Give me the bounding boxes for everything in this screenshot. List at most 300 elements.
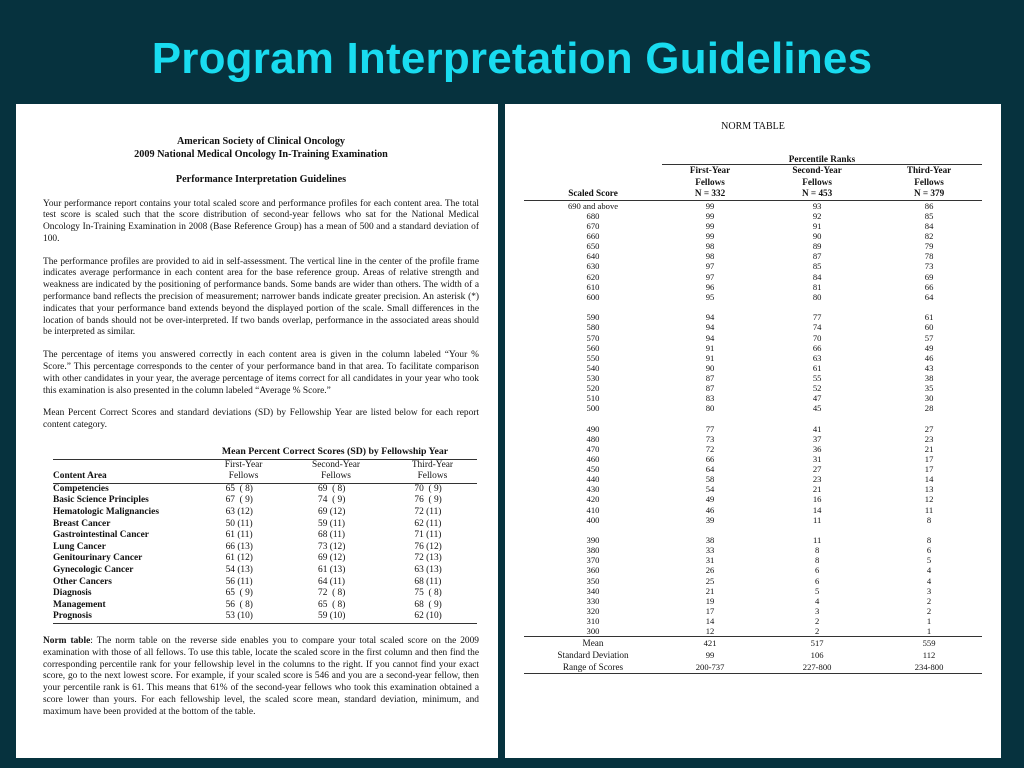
- mean-score-value: 59 (11): [318, 518, 346, 529]
- percentile-cell: 21: [812, 484, 822, 495]
- mean-score-value: 62 (11): [414, 518, 442, 529]
- col-header-fellows: Fellows: [284, 471, 388, 483]
- scaled-score-cell: 440: [586, 474, 600, 485]
- mean-score-value: 66 (13): [225, 541, 253, 552]
- table-row: [53, 588, 477, 600]
- percentile-cell: 46: [705, 504, 715, 515]
- percentile-cell: 66: [812, 342, 822, 353]
- mean-score-cell: [388, 600, 477, 612]
- scaled-score-cell: 510: [586, 393, 600, 404]
- mean-score-value: 68 (11): [318, 530, 346, 541]
- table-row: [524, 454, 982, 464]
- content-area-label: Hematologic Malignancies: [53, 507, 159, 518]
- percentile-cell: 30: [924, 393, 934, 404]
- percentile-cell: 8: [926, 535, 932, 546]
- table-row: [524, 200, 982, 211]
- scaled-score-cell: 500: [586, 403, 600, 414]
- percentile-cell: 2: [814, 615, 820, 626]
- table-row: [53, 530, 477, 542]
- percentile-cell: 64: [705, 464, 715, 475]
- percentile-cell: 61: [812, 362, 822, 373]
- content-area-label: Genitourinary Cancer: [53, 553, 143, 564]
- percentile-cell: 73: [705, 433, 715, 444]
- mean-score-cell: [203, 530, 284, 542]
- table-row: [53, 565, 477, 577]
- table-row: [524, 616, 982, 626]
- mean-score-cell: [284, 565, 388, 577]
- mean-score-value: 76 (12): [414, 541, 442, 552]
- percentile-cell: 91: [812, 221, 822, 232]
- scaled-score-cell: 590: [586, 312, 600, 323]
- scaled-score-cell: 390: [586, 535, 600, 546]
- percentile-cell: 79: [924, 241, 934, 252]
- percentile-cell: 96: [705, 281, 715, 292]
- mean-score-value: 56 (11): [225, 576, 253, 587]
- col-header-first-year: First-Year: [224, 459, 263, 470]
- norm-note-label: Norm table: [43, 635, 91, 646]
- table-row: [53, 577, 477, 589]
- mean-score-cell: [284, 553, 388, 565]
- stat-value: 517: [758, 637, 876, 650]
- percentile-cell: 47: [812, 393, 822, 404]
- group-spacer: [524, 302, 982, 313]
- scaled-score-cell: 480: [586, 433, 600, 444]
- percentile-cell: 3: [926, 585, 932, 596]
- table-row: [524, 545, 982, 555]
- percentile-cell: 12: [705, 626, 715, 637]
- table-row: [524, 383, 982, 393]
- table-row: [524, 464, 982, 474]
- norm-col-n: N = 379: [876, 188, 982, 200]
- table-row: [524, 555, 982, 565]
- percentile-cell: 82: [924, 231, 934, 242]
- percentile-cell: 12: [924, 494, 934, 505]
- scaled-score-cell: 690 and above: [567, 200, 619, 211]
- table-row: [53, 600, 477, 612]
- mean-score-cell: [388, 519, 477, 531]
- percentile-cell: 49: [924, 342, 934, 353]
- scaled-score-cell: 300: [586, 626, 600, 637]
- percentile-cell: 92: [812, 210, 822, 221]
- norm-col-second-year: Second-Year: [792, 165, 842, 176]
- scaled-score-cell: 550: [586, 352, 600, 363]
- percentile-cell: 37: [812, 433, 822, 444]
- percentile-cell: 90: [812, 231, 822, 242]
- mean-score-cell: [203, 577, 284, 589]
- stat-value: 227-800: [758, 661, 876, 674]
- mean-score-cell: [203, 495, 284, 507]
- percentile-cell: 81: [812, 281, 822, 292]
- percentile-cell: 2: [926, 605, 932, 616]
- stat-label: Standard Deviation: [557, 650, 629, 661]
- percentile-cell: 14: [705, 615, 715, 626]
- mean-score-cell: [388, 507, 477, 519]
- percentile-cell: 5: [814, 585, 820, 596]
- percentile-cell: 11: [812, 535, 822, 546]
- percentile-cell: 46: [924, 352, 934, 363]
- percentile-cell: 4: [814, 595, 820, 606]
- percentile-cell: 99: [705, 200, 715, 211]
- mean-score-value: 64 (11): [318, 576, 346, 587]
- scaled-score-cell: 400: [586, 514, 600, 525]
- mean-score-value: 65 ( 9): [225, 588, 253, 599]
- table-row: [524, 322, 982, 332]
- percentile-cell: 60: [924, 322, 934, 333]
- scaled-score-cell: 410: [586, 504, 600, 515]
- percentile-cell: 95: [705, 291, 715, 302]
- percentile-cell: 13: [924, 484, 934, 495]
- percentile-cell: 93: [812, 200, 822, 211]
- percentile-cell: 17: [705, 605, 715, 616]
- stat-row: [524, 661, 982, 674]
- percentile-cell: 14: [812, 504, 822, 515]
- table-row: [524, 211, 982, 221]
- content-area-label: Diagnosis: [53, 588, 92, 599]
- content-area-label: Lung Cancer: [53, 541, 106, 552]
- norm-col-fellows: Fellows: [914, 176, 944, 187]
- norm-col-first-year: First-Year: [689, 165, 731, 176]
- percentile-cell: 85: [812, 261, 822, 272]
- mean-score-value: 69 (12): [318, 553, 346, 564]
- norm-col-third-year: Third-Year: [906, 165, 952, 176]
- mean-score-value: 62 (10): [414, 611, 442, 622]
- table-row: [524, 535, 982, 545]
- scaled-score-cell: 450: [586, 464, 600, 475]
- scaled-score-cell: 380: [586, 545, 600, 556]
- scaled-score-cell: 360: [586, 565, 600, 576]
- norm-table-title: NORM TABLE: [721, 121, 785, 132]
- table-row: [524, 282, 982, 292]
- stat-label: Range of Scores: [524, 661, 662, 674]
- percentile-cell: 1: [926, 615, 932, 626]
- scaled-score-cell: 530: [586, 372, 600, 383]
- scaled-score-cell: 660: [586, 231, 600, 242]
- mean-score-value: 68 (11): [414, 576, 442, 587]
- table-row: [524, 353, 982, 363]
- col-header-content-area: Content Area: [53, 471, 203, 483]
- percentile-cell: 94: [705, 332, 715, 343]
- percentile-cell: 84: [812, 271, 822, 282]
- percentile-cell: 2: [814, 626, 820, 637]
- mean-score-cell: [203, 553, 284, 565]
- percentile-cell: 39: [705, 514, 715, 525]
- mean-score-cell: [284, 507, 388, 519]
- mean-score-cell: [203, 600, 284, 612]
- scaled-score-cell: 600: [586, 291, 600, 302]
- scaled-score-cell: 630: [586, 261, 600, 272]
- percentile-cell: 1: [926, 626, 932, 637]
- org-name: American Society of Clinical Oncology: [176, 136, 346, 147]
- mean-score-cell: [284, 495, 388, 507]
- table-row: [524, 403, 982, 413]
- percentile-cell: 55: [812, 372, 822, 383]
- percentile-cell: 6: [814, 565, 820, 576]
- mean-score-value: 59 (10): [318, 611, 346, 622]
- table-row: [524, 221, 982, 231]
- mean-score-value: 50 (11): [225, 518, 253, 529]
- percentile-cell: 17: [924, 454, 934, 465]
- mean-score-value: 56 ( 8): [225, 599, 253, 610]
- percentile-cell: 90: [705, 362, 715, 373]
- percentile-cell: 87: [705, 372, 715, 383]
- percentile-cell: 87: [812, 251, 822, 262]
- percentile-cell: 8: [814, 545, 820, 556]
- table-row: [524, 444, 982, 454]
- scaled-score-cell: 370: [586, 555, 600, 566]
- scaled-score-cell: 640: [586, 251, 600, 262]
- mean-score-cell: [284, 611, 388, 623]
- table-row: [524, 586, 982, 596]
- percentile-cell: 80: [705, 403, 715, 414]
- percentile-cell: 97: [705, 261, 715, 272]
- content-area-label: Basic Science Principles: [53, 495, 149, 506]
- mean-score-cell: [388, 565, 477, 577]
- table-row: [524, 424, 982, 434]
- percentile-cell: 54: [705, 484, 715, 495]
- scaled-score-cell: 340: [586, 585, 600, 596]
- percentile-cell: 35: [924, 382, 934, 393]
- table-row: [53, 553, 477, 565]
- percentile-cell: 26: [705, 565, 715, 576]
- percentile-cell: 91: [705, 352, 715, 363]
- percentile-cell: 78: [924, 251, 934, 262]
- percentile-cell: 6: [814, 575, 820, 586]
- scaled-score-cell: 310: [586, 615, 600, 626]
- percentile-cell: 72: [705, 443, 715, 454]
- mean-score-value: 65 ( 8): [225, 483, 253, 494]
- mean-score-cell: [388, 577, 477, 589]
- percentile-cell: 80: [812, 291, 822, 302]
- percentile-cell: 77: [812, 312, 822, 323]
- percentile-cell: 21: [924, 443, 934, 454]
- percentile-cell: 85: [924, 210, 934, 221]
- mean-score-cell: [284, 600, 388, 612]
- group-spacer: [524, 413, 982, 424]
- scaled-score-cell: 490: [586, 423, 600, 434]
- percentile-cell: 2: [926, 595, 932, 606]
- mean-score-cell: [203, 519, 284, 531]
- percentile-cell: 98: [705, 251, 715, 262]
- percentile-cell: 84: [924, 221, 934, 232]
- mean-score-cell: [388, 483, 477, 495]
- percentile-cell: 69: [924, 271, 934, 282]
- table-row: [524, 363, 982, 373]
- col-header-second-year: Second-Year: [312, 459, 361, 470]
- table-row: [524, 312, 982, 322]
- interpretation-guidelines-page: [16, 104, 498, 758]
- table-row: [524, 261, 982, 271]
- norm-table-note: [43, 636, 479, 719]
- table-row: [53, 507, 477, 519]
- percentile-cell: 66: [924, 281, 934, 292]
- col-header-fellows: Fellows: [203, 471, 284, 483]
- paragraph-percent-correct: The percentage of items you answered correctly in each content area is given in the column labeled “Your % Score.” This percentage corresponds to the center of your performance band in that area. To facilitate comparison with other candidates in your year, the average percentage of items correct for all candidates in your year who took this examination is also presented in the column labeled “Average % Score.”: [43, 350, 479, 396]
- percentile-cell: 23: [924, 433, 934, 444]
- scaled-score-cell: 580: [586, 322, 600, 333]
- table-row: [524, 626, 982, 637]
- content-area-label: Gynecologic Cancer: [53, 564, 134, 575]
- mean-score-value: 54 (13): [225, 564, 253, 575]
- stat-value: 559: [876, 637, 982, 650]
- mean-score-value: 68 ( 9): [414, 599, 442, 610]
- table-row: [524, 576, 982, 586]
- mean-score-cell: [388, 588, 477, 600]
- percentile-cell: 94: [705, 322, 715, 333]
- mean-table-caption: Mean Percent Correct Scores (SD) by Fellowship Year: [53, 446, 477, 459]
- table-row: [524, 333, 982, 343]
- content-area-label: Gastrointestinal Cancer: [53, 530, 149, 541]
- percentile-cell: 94: [705, 312, 715, 323]
- mean-score-value: 70 ( 9): [414, 483, 442, 494]
- content-area-label: Competencies: [53, 483, 109, 494]
- paragraph-performance-profiles: The performance profiles are provided to aid in self-assessment. The vertical line in the center of the profile frame indicates average performance in each content area for the base reference group. Areas of relative strength and weakness are indicated by the positioning of performance bands. Some bands are wider than others. The width of a performance band reflects the precision of measurement; narrower bands indicate greater precision. An asterisk (*) indicates that your performance band extends beyond the displayed portion of the scale. Small differences in the location of bands should not be over-interpreted. If two bands overlap, performance in the associated areas should be interpreted as similar.: [43, 256, 479, 338]
- percentile-ranks-header: Percentile Ranks: [662, 154, 982, 165]
- percentile-cell: 83: [705, 393, 715, 404]
- mean-score-value: 67 ( 9): [225, 495, 253, 506]
- paragraph-score-summary: Your performance report contains your total scaled score and performance profiles for each content area. The total test score is scaled such that the score distribution of second-year fellows who sat for the National Medical Oncology In-Training Examination in 2008 (Base Reference Group) has a mean of 500 and a standard deviation of 100.: [43, 198, 479, 244]
- scaled-score-cell: 350: [586, 575, 600, 586]
- stat-label: Mean: [524, 637, 662, 650]
- percentile-cell: 61: [924, 312, 934, 323]
- percentile-cell: 6: [926, 545, 932, 556]
- scaled-score-cell: 330: [586, 595, 600, 606]
- percentile-cell: 11: [812, 514, 822, 525]
- mean-score-value: 69 ( 8): [318, 483, 346, 494]
- mean-score-value: 72 ( 8): [318, 588, 346, 599]
- percentile-cell: 28: [924, 403, 934, 414]
- table-row: [524, 494, 982, 504]
- percentile-cell: 19: [705, 595, 715, 606]
- norm-table-page: [505, 104, 1001, 758]
- table-row: [53, 519, 477, 531]
- percentile-cell: 99: [705, 221, 715, 232]
- scaled-score-cell: 320: [586, 605, 600, 616]
- mean-score-cell: [284, 530, 388, 542]
- mean-score-value: 76 ( 9): [414, 495, 442, 506]
- percentile-cell: 63: [812, 352, 822, 363]
- percentile-cell: 8: [814, 555, 820, 566]
- norm-col-n: N = 332: [662, 188, 758, 200]
- mean-score-value: 61 (12): [225, 553, 253, 564]
- paragraph-mean-scores: Mean Percent Correct Scores and standard deviations (SD) by Fellowship Year are listed below for each report content category.: [43, 408, 479, 431]
- stat-row: [524, 637, 982, 650]
- table-row: [524, 484, 982, 494]
- col-header-fellows: Fellows: [388, 471, 477, 483]
- percentile-cell: 77: [705, 423, 715, 434]
- mean-score-value: 61 (13): [318, 564, 346, 575]
- stat-value: 112: [922, 650, 936, 661]
- mean-score-value: 74 ( 9): [318, 495, 346, 506]
- mean-score-value: 65 ( 8): [318, 599, 346, 610]
- guidelines-heading: Performance Interpretation Guidelines: [175, 174, 347, 185]
- mean-score-cell: [388, 553, 477, 565]
- percentile-cell: 64: [924, 291, 934, 302]
- col-header-third-year: Third-Year: [411, 459, 454, 470]
- mean-score-cell: [203, 565, 284, 577]
- norm-col-fellows: Fellows: [802, 176, 832, 187]
- table-row: [524, 434, 982, 444]
- percentile-cell: 31: [812, 454, 822, 465]
- percentile-cell: 70: [812, 332, 822, 343]
- scaled-score-cell: 460: [586, 454, 600, 465]
- mean-score-cell: [203, 588, 284, 600]
- percentile-cell: 91: [705, 342, 715, 353]
- percentile-cell: 38: [924, 372, 934, 383]
- mean-score-cell: [284, 588, 388, 600]
- percentile-cell: 36: [812, 443, 822, 454]
- percentile-cell: 73: [924, 261, 934, 272]
- stat-row: [524, 649, 982, 661]
- percentile-cell: 97: [705, 271, 715, 282]
- percentile-cell: 52: [812, 382, 822, 393]
- mean-score-cell: [203, 542, 284, 554]
- norm-col-scaled-score: Scaled Score: [524, 188, 662, 200]
- mean-percent-correct-table: [53, 446, 477, 624]
- mean-score-value: 63 (13): [414, 564, 442, 575]
- table-row: [524, 515, 982, 525]
- scaled-score-cell: 560: [586, 342, 600, 353]
- percentile-cell: 98: [705, 241, 715, 252]
- percentile-cell: 49: [705, 494, 715, 505]
- mean-score-cell: [388, 542, 477, 554]
- scaled-score-cell: 470: [586, 443, 600, 454]
- scaled-score-cell: 650: [586, 241, 600, 252]
- percentile-cell: 5: [926, 555, 932, 566]
- table-row: [524, 251, 982, 261]
- percentile-cell: 21: [705, 585, 715, 596]
- mean-score-value: 75 ( 8): [414, 588, 442, 599]
- exam-name: 2009 National Medical Oncology In-Training Examination: [134, 148, 388, 160]
- percentile-cell: 23: [812, 474, 822, 485]
- norm-table: [524, 154, 982, 674]
- table-row: [524, 373, 982, 383]
- group-spacer: [524, 525, 982, 536]
- percentile-cell: 8: [926, 514, 932, 525]
- percentile-cell: 11: [924, 504, 934, 515]
- norm-col-n: N = 453: [758, 188, 876, 200]
- table-row: [524, 505, 982, 515]
- norm-note-text: : The norm table on the reverse side enables you to compare your total scaled score on the 2009 examination with those of all fellows. To use this table, locate the scaled score in the first column and then find the corresponding percentile rank for your fellowship level in the columns to the right. If you cannot find your exact score, go to the next lowest score. For example, if your scaled score is 546 and you are a second-year fellow, then your percentile rank is 61. This means that 61% of the second-year fellows who took this examination obtained a score lower than yours. For each fellowship level, the scaled score mean, standard deviation, minimum, and maximum have been provided at the bottom of the table.: [43, 635, 479, 717]
- percentile-cell: 57: [924, 332, 934, 343]
- table-row: [53, 611, 477, 623]
- slide-title: Program Interpretation Guidelines: [151, 34, 873, 83]
- mean-score-cell: [284, 542, 388, 554]
- mean-score-cell: [203, 611, 284, 623]
- stat-value: 200-737: [662, 661, 758, 674]
- percentile-cell: 16: [812, 494, 822, 505]
- scaled-score-cell: 420: [586, 494, 600, 505]
- mean-score-value: 72 (13): [414, 553, 442, 564]
- table-row: [524, 606, 982, 616]
- stat-value: 234-800: [876, 661, 982, 674]
- mean-score-value: 63 (12): [225, 507, 253, 518]
- percentile-cell: 86: [924, 200, 934, 211]
- percentile-cell: 38: [705, 535, 715, 546]
- mean-score-cell: [284, 483, 388, 495]
- scaled-score-cell: 680: [586, 210, 600, 221]
- table-row: [524, 565, 982, 575]
- scaled-score-cell: 620: [586, 271, 600, 282]
- mean-score-cell: [388, 530, 477, 542]
- mean-score-cell: [388, 495, 477, 507]
- percentile-cell: 41: [812, 423, 822, 434]
- percentile-cell: 99: [705, 231, 715, 242]
- percentile-cell: 14: [924, 474, 934, 485]
- scaled-score-cell: 540: [586, 362, 600, 373]
- scaled-score-cell: 570: [586, 332, 600, 343]
- percentile-cell: 74: [812, 322, 822, 333]
- content-area-label: Other Cancers: [53, 576, 112, 587]
